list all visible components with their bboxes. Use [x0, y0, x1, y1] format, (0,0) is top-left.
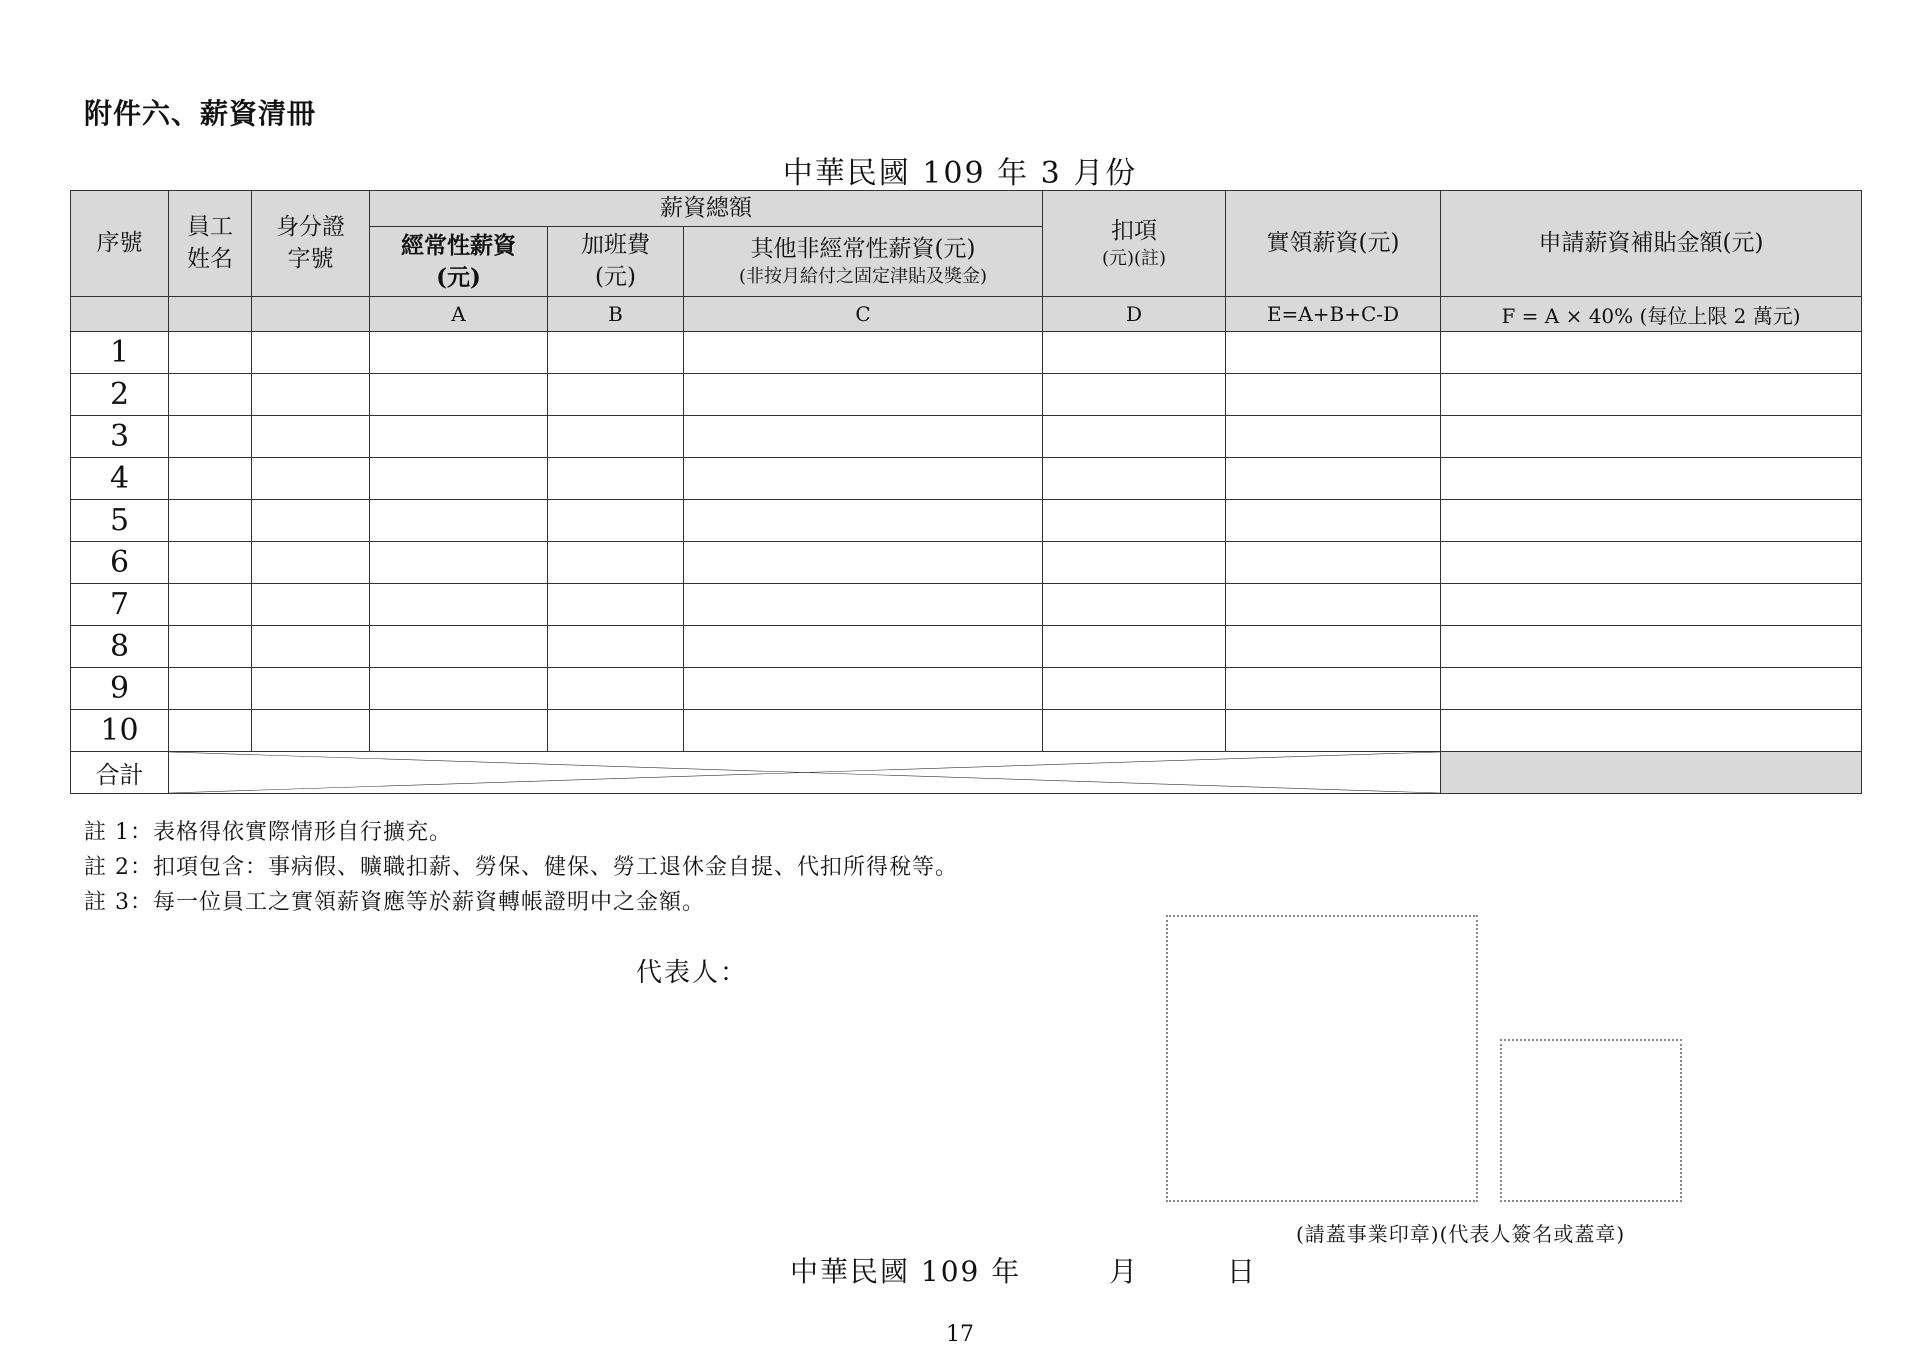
- header-other-line2: (非按月給付之固定津貼及獎金): [738, 265, 988, 287]
- page-number: 17: [946, 1322, 974, 1347]
- representative-seal-box[interactable]: [1500, 1039, 1682, 1202]
- cell-actual[interactable]: [1226, 542, 1441, 584]
- cell-id[interactable]: [252, 542, 370, 584]
- header-subsidy-amount: 申請薪資補貼金額(元): [1441, 191, 1862, 297]
- cell-name[interactable]: [169, 668, 252, 710]
- letter-b: B: [548, 297, 684, 332]
- cell-name[interactable]: [169, 584, 252, 626]
- table-row: [71, 416, 1862, 458]
- header-actual-salary: 實領薪資(元): [1226, 191, 1441, 297]
- cell-deduction[interactable]: [1043, 542, 1226, 584]
- cell-overtime[interactable]: [548, 374, 684, 416]
- cell-other[interactable]: [684, 458, 1043, 500]
- cell-subsidy[interactable]: [1441, 332, 1862, 374]
- row-serial-number: 7: [71, 584, 169, 626]
- cell-deduction[interactable]: [1043, 710, 1226, 752]
- cell-overtime[interactable]: [548, 584, 684, 626]
- salary-register-table: [70, 190, 1862, 794]
- date-day: 日: [1226, 1255, 1257, 1288]
- cell-other[interactable]: [684, 416, 1043, 458]
- row-serial-number: 9: [71, 668, 169, 710]
- cell-overtime[interactable]: [548, 668, 684, 710]
- cell-overtime[interactable]: [548, 458, 684, 500]
- header-serial: 序號: [71, 191, 169, 297]
- header-total-salary: 薪資總額: [370, 191, 1043, 227]
- note-2: 註 2：扣項包含：事病假、曠職扣薪、勞保、健保、勞工退休金自提、代扣所得稅等。: [84, 855, 958, 880]
- cell-overtime[interactable]: [548, 542, 684, 584]
- cell-other[interactable]: [684, 668, 1043, 710]
- cell-id[interactable]: [252, 374, 370, 416]
- cell-name[interactable]: [169, 458, 252, 500]
- cell-regular[interactable]: [370, 626, 548, 668]
- header-id-line2: 字號: [287, 245, 334, 272]
- cell-subsidy[interactable]: [1441, 500, 1862, 542]
- cell-actual[interactable]: [1226, 500, 1441, 542]
- cell-other[interactable]: [684, 500, 1043, 542]
- row-serial-number: 6: [71, 542, 169, 584]
- cell-regular[interactable]: [370, 668, 548, 710]
- cell-deduction[interactable]: [1043, 500, 1226, 542]
- signing-date-line: [790, 1250, 1257, 1290]
- table-row: [71, 500, 1862, 542]
- header-deduction: [1043, 191, 1226, 297]
- cell-subsidy[interactable]: [1441, 458, 1862, 500]
- cell-regular[interactable]: [370, 584, 548, 626]
- letter-blank-serial: [71, 297, 169, 332]
- cell-id[interactable]: [252, 710, 370, 752]
- header-regular-salary: [370, 227, 548, 297]
- row-serial-number: 10: [71, 710, 169, 752]
- cell-name[interactable]: [169, 500, 252, 542]
- cell-name[interactable]: [169, 626, 252, 668]
- cell-other[interactable]: [684, 374, 1043, 416]
- header-overtime: [548, 227, 684, 297]
- note-1: 註 1：表格得依實際情形自行擴充。: [84, 820, 452, 845]
- cell-subsidy[interactable]: [1441, 374, 1862, 416]
- cell-name[interactable]: [169, 710, 252, 752]
- cell-other[interactable]: [684, 332, 1043, 374]
- notes-section: [84, 815, 958, 920]
- cell-actual[interactable]: [1226, 584, 1441, 626]
- header-id-line1: 身分證: [276, 214, 345, 241]
- cell-id[interactable]: [252, 458, 370, 500]
- row-serial-number: 5: [71, 500, 169, 542]
- total-crossed-cell: [169, 752, 1441, 794]
- cell-name[interactable]: [169, 416, 252, 458]
- letter-d: D: [1043, 297, 1226, 332]
- header-employee-name: [169, 191, 252, 297]
- cell-overtime[interactable]: [548, 332, 684, 374]
- cell-other[interactable]: [684, 710, 1043, 752]
- table-row: [71, 668, 1862, 710]
- note-3: 註 3：每一位員工之實領薪資應等於薪資轉帳證明中之金額。: [84, 890, 705, 915]
- row-serial-number: 4: [71, 458, 169, 500]
- cell-other[interactable]: [684, 626, 1043, 668]
- table-row: [71, 626, 1862, 668]
- cell-regular[interactable]: [370, 542, 548, 584]
- cell-other[interactable]: [684, 542, 1043, 584]
- cell-name[interactable]: [169, 332, 252, 374]
- row-serial-number: 1: [71, 332, 169, 374]
- cell-actual[interactable]: [1226, 332, 1441, 374]
- cell-actual[interactable]: [1226, 374, 1441, 416]
- letter-blank-id: [252, 297, 370, 332]
- cell-subsidy[interactable]: [1441, 626, 1862, 668]
- cell-subsidy[interactable]: [1441, 416, 1862, 458]
- cell-regular[interactable]: [370, 374, 548, 416]
- cell-overtime[interactable]: [548, 710, 684, 752]
- letter-c: C: [684, 297, 1043, 332]
- row-serial-number: 8: [71, 626, 169, 668]
- header-regular-line1: 經常性薪資: [401, 232, 516, 260]
- header-deduction-line2: (元)(註): [1101, 247, 1167, 269]
- cell-actual[interactable]: [1226, 626, 1441, 668]
- date-prefix: 中華民國 109 年: [790, 1255, 1022, 1288]
- cell-name[interactable]: [169, 374, 252, 416]
- cell-overtime[interactable]: [548, 500, 684, 542]
- cell-id[interactable]: [252, 626, 370, 668]
- seal-caption: (請蓋事業印章)(代表人簽名或蓋章): [1296, 1222, 1626, 1246]
- cell-regular[interactable]: [370, 500, 548, 542]
- cell-name[interactable]: [169, 542, 252, 584]
- cell-subsidy[interactable]: [1441, 668, 1862, 710]
- cell-regular[interactable]: [370, 458, 548, 500]
- cross-out-lines: [169, 752, 1440, 793]
- row-serial-number: 2: [71, 374, 169, 416]
- table-row: [71, 542, 1862, 584]
- letter-a: A: [370, 297, 548, 332]
- cell-overtime[interactable]: [548, 416, 684, 458]
- cell-id[interactable]: [252, 584, 370, 626]
- header-name-line2: 姓名: [187, 245, 233, 272]
- letter-f: F = A × 40% (每位上限 2 萬元): [1441, 297, 1862, 332]
- cell-deduction[interactable]: [1043, 416, 1226, 458]
- letter-blank-name: [169, 297, 252, 332]
- header-deduction-line1: 扣項: [1111, 217, 1157, 244]
- header-name-line1: 員工: [187, 214, 233, 241]
- cell-id[interactable]: [252, 332, 370, 374]
- cell-deduction[interactable]: [1043, 374, 1226, 416]
- cell-actual[interactable]: [1226, 710, 1441, 752]
- header-other-salary: [684, 227, 1043, 297]
- total-subsidy-cell: [1441, 752, 1862, 794]
- cell-regular[interactable]: [370, 332, 548, 374]
- document-heading: 附件六、薪資清冊: [84, 97, 317, 130]
- cell-id[interactable]: [252, 500, 370, 542]
- cell-deduction[interactable]: [1043, 458, 1226, 500]
- header-overtime-line1: 加班費: [581, 232, 650, 259]
- table-row: [71, 332, 1862, 374]
- table-row: [71, 374, 1862, 416]
- table-row: [71, 584, 1862, 626]
- cell-actual[interactable]: [1226, 416, 1441, 458]
- cell-other[interactable]: [684, 584, 1043, 626]
- header-other-line1: 其他非經常性薪資(元): [750, 235, 976, 262]
- cell-regular[interactable]: [370, 710, 548, 752]
- header-overtime-line2: (元): [595, 263, 636, 290]
- letter-e: E=A+B+C-D: [1226, 297, 1441, 332]
- representative-label: 代表人：: [636, 958, 749, 988]
- date-month: 月: [1109, 1255, 1140, 1288]
- cell-subsidy[interactable]: [1441, 710, 1862, 752]
- row-serial-number: 3: [71, 416, 169, 458]
- salary-period-title: 中華民國 109 年 3 月份: [782, 156, 1138, 191]
- header-regular-line2: (元): [436, 263, 481, 291]
- cell-regular[interactable]: [370, 416, 548, 458]
- cell-subsidy[interactable]: [1441, 584, 1862, 626]
- total-label: 合計: [71, 752, 169, 794]
- cell-deduction[interactable]: [1043, 626, 1226, 668]
- cell-deduction[interactable]: [1043, 332, 1226, 374]
- header-id-number: [252, 191, 370, 297]
- cell-actual[interactable]: [1226, 668, 1441, 710]
- cell-id[interactable]: [252, 668, 370, 710]
- cell-deduction[interactable]: [1043, 584, 1226, 626]
- cell-id[interactable]: [252, 416, 370, 458]
- table-row: [71, 710, 1862, 752]
- table-row: [71, 458, 1862, 500]
- cell-deduction[interactable]: [1043, 668, 1226, 710]
- cell-subsidy[interactable]: [1441, 542, 1862, 584]
- cell-actual[interactable]: [1226, 458, 1441, 500]
- cell-overtime[interactable]: [548, 626, 684, 668]
- company-seal-box[interactable]: [1166, 915, 1478, 1202]
